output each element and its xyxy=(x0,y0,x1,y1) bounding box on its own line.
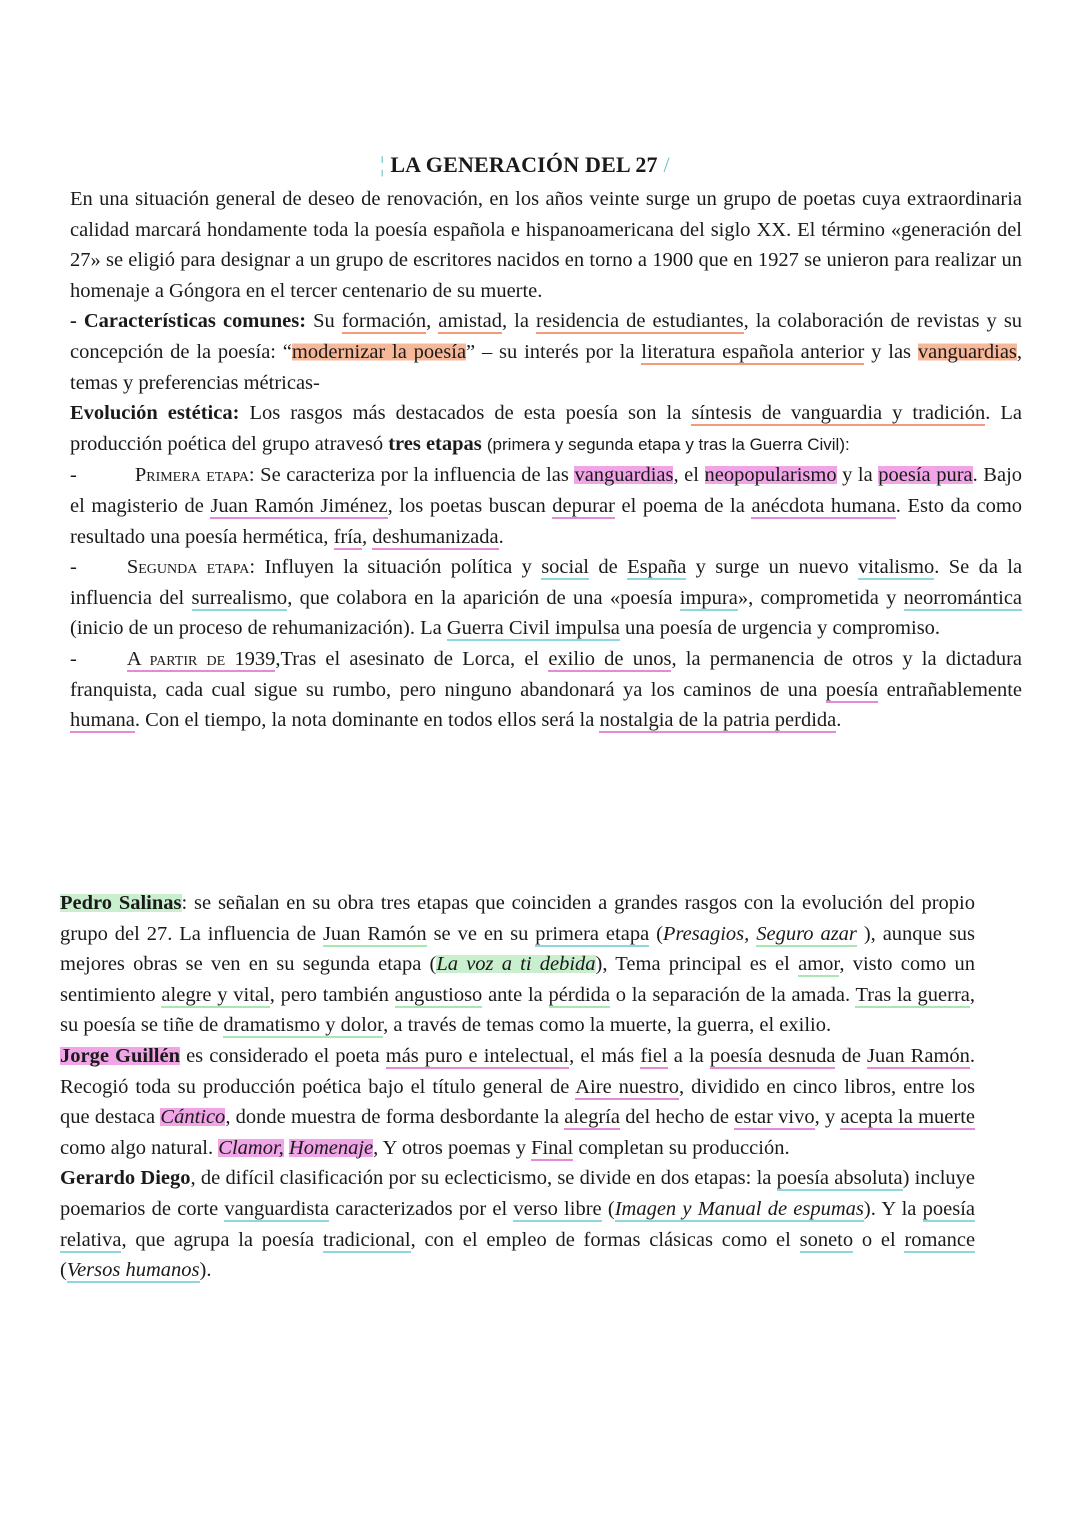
underline-dramatismo: dramatismo y dolor xyxy=(223,1014,384,1037)
underline-deshumanizada: deshumanizada xyxy=(372,525,499,548)
tres-etapas: tres etapas xyxy=(388,432,482,455)
intro-paragraph: En una situación general de deseo de renovación, en los años veinte surge un grupo de poetas cuya extraordinaria calidad marcará hondamente toda la poesía española e hispanoamericana del siglo XX. El término «generación del 27» se eligió para designar a un grupo de escritores nacidos en torno a 1900 que en 1927 se unieron para realizar un homenaje a Góngora en el tercer centenario de su muerte. xyxy=(70,188,1022,302)
underline-amistad: amistad xyxy=(438,310,503,333)
etapa2-paragraph: - Segunda etapa: Influyen la situación política y social de España y surge un nuevo vitalismo. Se da la influencia del surrealismo, que colabora en la aparición de una «poesía impura», comprometida y neorromántica (inicio de un proceso de rehumanización). La Guerra Civil impulsa una poesía de urgencia y compromiso. xyxy=(70,556,1023,640)
work-imagen: Imagen y Manual de espumas xyxy=(614,1197,864,1220)
highlight-mark: / xyxy=(663,152,670,177)
highlight-vanguardias: vanguardias xyxy=(917,340,1017,363)
underline-vitalismo: vitalismo xyxy=(857,556,935,579)
underline-alegria: alegría xyxy=(564,1106,620,1129)
underline-aire-nuestro: Aire nuestro xyxy=(575,1075,680,1098)
work-homenaje: Homenaje xyxy=(288,1136,374,1159)
work-presagios: Presagios, xyxy=(662,922,750,945)
work-final: Final xyxy=(531,1136,574,1159)
highlight-mark: ¦ xyxy=(380,152,385,177)
underline-depurar: depurar xyxy=(552,494,615,517)
etapa3-paragraph: - A partir de 1939,Tras el asesinato de Lorca, el exilio de unos, la permanencia de otros y la dictadura franquista, cada cual sigue su rumbo, pero ninguno abandonará ya los caminos de una poesía entrañablemente humana. Con el tiempo, la nota dominante en todos ellos será la nostalgia de la patria perdida. xyxy=(70,647,1023,732)
underline-tras-la-guerra: Tras la guerra xyxy=(855,983,970,1006)
evolucion-paragraph: Evolución estética: Los rasgos más destacados de esta poesía son la síntesis de vanguardia y tradición. La producción poética del grupo atravesó tres etapas (primera y segunda etapa y tras la Guerra Civil): xyxy=(70,402,1023,455)
title-text: LA GENERACIÓN DEL 27 xyxy=(390,152,658,177)
underline-poesia: poesía xyxy=(825,678,879,701)
underline-social: social xyxy=(541,556,590,579)
salinas-paragraph: Pedro Salinas: se señalan en su obra tres etapas que coinciden a grandes rasgos con la evolución del propio grupo del 27. La influencia de Juan Ramón se ve en su primera etapa (Presagios, Seguro azar ), aunque sus mejores obras se ven en su segunda etapa (La voz a ti debida), Tema principal es el amor, visto como un sentimiento alegre y vital, pero también angustioso ante la pérdida o la separación de la amada. Tras la guerra, su poesía se tiñe de dramatismo y dolor, a través de temas como la muerte, la guerra, el exilio. xyxy=(60,892,976,1037)
underline-formacion: formación xyxy=(341,310,427,333)
underline-angustioso: angustioso xyxy=(394,983,483,1006)
underline-poesia-desnuda: poesía desnuda xyxy=(709,1044,836,1067)
work-versos-humanos: Versos humanos xyxy=(66,1259,200,1282)
caracteristicas-paragraph: - Características comunes: Su formación, amistad, la residencia de estudiantes, la colaboración de revistas y su concepción de la poesía: “modernizar la poesía” – su interés por la literatura española anterior y las vanguardias, temas y preferencias métricas- xyxy=(70,310,1023,394)
underline-puro: más puro e intelectual xyxy=(385,1044,570,1067)
work-la-voz-a-ti-debida: La voz a ti debida xyxy=(436,953,596,976)
underline-poesia-relativa: poesía relativa xyxy=(60,1197,976,1251)
underline-literatura: literatura española anterior xyxy=(641,340,865,363)
underline-amor: amor xyxy=(798,953,840,976)
underline-romance: romance xyxy=(904,1228,976,1251)
etapa1-paragraph: - Primera etapa: Se caracteriza por la influencia de las vanguardias, el neopopularismo y la poesía pura. Bajo el magisterio de Juan Ramón Jiménez, los poetas buscan depurar el poema de la anécdota humana. Esto da como resultado una poesía hermética, fría, deshumanizada. xyxy=(70,464,1023,548)
underline-acepta-la-muerte: acepta la muerte xyxy=(840,1106,976,1129)
underline-exilio: exilio de unos xyxy=(548,647,672,670)
underline-estar-vivo: estar vivo xyxy=(734,1106,815,1129)
underline-fria: fría xyxy=(333,525,363,548)
underline-fiel: fiel xyxy=(640,1044,668,1067)
underline-soneto: soneto xyxy=(799,1228,854,1251)
diego-paragraph: Gerardo Diego, de difícil clasificación por su eclecticismo, se divide en dos etapas: la poesía absoluta) incluye poemarios de corte vanguardista caracterizados por el verso libre (Imagen y Manual de espumas). Y la poesía relativa, que agrupa la poesía tradicional, con el empleo de formas clásicas como el soneto o el romance (Versos humanos). xyxy=(60,1167,976,1282)
page-title xyxy=(380,152,710,178)
underline-perdida: pérdida xyxy=(548,983,611,1006)
underline-verso-libre: verso libre xyxy=(513,1197,602,1220)
underline-juan-ramon: Juan Ramón xyxy=(322,922,427,945)
underline-poesia-absoluta: poesía absoluta xyxy=(776,1167,903,1190)
underline-neorromantica: neorromántica xyxy=(903,586,1023,609)
work-seguro-azar: Seguro azar xyxy=(756,922,857,945)
underline-surrealismo: surrealismo xyxy=(191,586,288,609)
underline-juan-ramon: Juan Ramón xyxy=(867,1044,970,1067)
etapas-note: (primera y segunda etapa y tras la Guerra Civil): xyxy=(486,434,850,454)
section-authors xyxy=(60,888,975,1286)
underline-impura: impura xyxy=(679,586,738,609)
etapa3-label: A partir de 1939 xyxy=(126,647,276,670)
highlight-poesia-pura: poesía pura xyxy=(878,464,973,487)
underline-anecdota: anécdota humana xyxy=(751,494,896,517)
diego-name: Gerardo Diego xyxy=(60,1167,191,1190)
underline-sintesis: síntesis de vanguardia y tradición xyxy=(691,402,986,425)
salinas-name: Pedro Salinas xyxy=(60,892,182,914)
highlight-neopopularismo: neopopularismo xyxy=(704,464,837,487)
underline-espana: España xyxy=(627,556,687,579)
work-cantico: Cántico xyxy=(160,1106,226,1129)
underline-tradicional: tradicional xyxy=(322,1228,411,1251)
highlight-modernizar: modernizar la poesía xyxy=(291,340,467,363)
highlight-vanguardias: vanguardias xyxy=(574,464,674,487)
section-generation xyxy=(70,184,1022,736)
etapa1-label: Primera etapa: xyxy=(134,464,255,487)
underline-humana: humana xyxy=(70,709,135,732)
underline-guerra-civil: Guerra Civil impulsa xyxy=(446,617,620,640)
work-clamor: Clamor, xyxy=(218,1136,284,1159)
underline-alegre: alegre y vital xyxy=(161,983,270,1006)
evolucion-label: Evolución estética: xyxy=(70,402,240,425)
guillen-paragraph: Jorge Guillén es considerado el poeta más puro e intelectual, el más fiel a la poesía desnuda de Juan Ramón. Recogió toda su producción poética bajo el título general de Aire nuestro, dividido en cinco libros, entre los que destaca Cántico, donde muestra de forma desbordante la alegría del hecho de estar vivo, y acepta la muerte como algo natural. Clamor, Homenaje, Y otros poemas y Final completan su producción. xyxy=(60,1044,976,1159)
underline-vanguardista: vanguardista xyxy=(224,1197,330,1220)
underline-jrj: Juan Ramón Jiménez xyxy=(210,494,388,517)
underline-residencia: residencia de estudiantes xyxy=(536,310,744,333)
underline-primera-etapa: primera etapa xyxy=(535,922,650,945)
etapa2-label: Segunda etapa: xyxy=(126,556,256,579)
underline-nostalgia: nostalgia de la patria perdida xyxy=(599,709,837,732)
guillen-name: Jorge Guillén xyxy=(60,1044,180,1067)
caracteristicas-label: - Características comunes: xyxy=(70,310,307,333)
